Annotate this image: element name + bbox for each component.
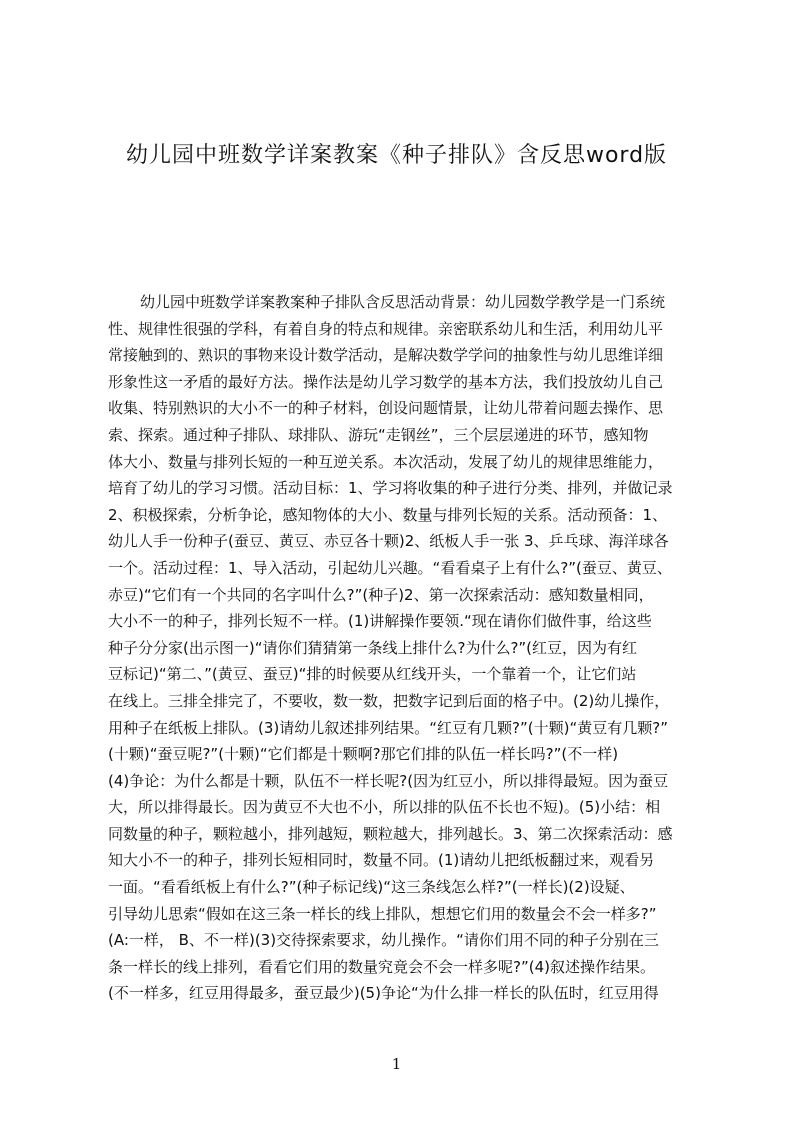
body-line: 同数量的种子，颗粒越小，排列越短，颗粒越大，排列越长。3、第二次探索活动：感 [108,824,673,843]
page-number: 1 [391,1055,402,1073]
body-line: 索、探索。通过种子排队、球排队、游玩“走钢丝”，三个层层递进的环节，感知物 [108,425,649,444]
body-line: 知大小不一的种子，排列长短相同时，数量不同。(1)请幼儿把纸板翻过来，观看另 [108,851,655,870]
body-line: 常接触到的、熟识的事物来设计数学活动，是解决数学学问的抽象性与幼儿思维详细 [108,346,664,365]
body-line: 幼儿人手一份种子(蚕豆、黄豆、赤豆各十颗)2、纸板人手一张 3、乒乓球、海洋球各 [108,532,669,551]
body-line: 用种子在纸板上排队。(3)请幼儿叙述排列结果。“红豆有几颗?”(十颗)“黄豆有几颗?” [108,718,668,737]
body-line: 种子分分家(出示图一)“请你们猜猜第一条线上排什么?为什么?”(红豆，因为有红 [108,638,638,657]
body-line: (十颗)“蚕豆呢?”(十颗)“它们都是十颗啊?那它们排的队伍一样长吗?”(不一样) [108,745,619,764]
body-line: 培育了幼儿的学习习惯。活动目标：1、学习将收集的种子进行分类、排列，并做记录 [108,479,673,498]
body-line: 引导幼儿思索“假如在这三条一样长的线上排队，想想它们用的数量会不会一样多?” [108,904,657,923]
body-line: 一面。“看看纸板上有什么?”(种子标记线)“这三条线怎么样?”(一样长)(2)设疑、 [108,878,635,897]
body-line: 收集、特别熟识的大小不一的种子材料，创设问题情景，让幼儿带着问题去操作、思 [108,399,664,418]
document-body [108,289,696,1044]
body-line: 条一样长的线上排列，看看它们用的数量究竟会不会一样多呢?”(4)叙述操作结果。 [108,957,655,976]
body-line: (A:一样， B、不一样)(3)交待探索要求，幼儿操作。“请你们用不同的种子分别在三 [108,931,659,950]
body-line: (4)争论：为什么都是十颗，队伍不一样长呢?(因为红豆小，所以排得最短。因为蚕豆 [108,771,669,790]
body-line: 一个。活动过程：1、导入活动，引起幼儿兴趣。“看看桌子上有什么?”(蚕豆、黄豆、 [108,558,672,577]
body-line: 幼儿园中班数学详案教案种子排队含反思活动背景：幼儿园数学教学是一门系统 [140,293,666,311]
body-line: 形象性这一矛盾的最好方法。操作法是幼儿学习数学的基本方法，我们投放幼儿自己 [108,372,664,391]
document-title: 幼儿园中班数学详案教案《种子排队》含反思word版 [125,143,668,168]
body-line: 在线上。三排全排完了，不要收，数一数，把数字记到后面的格子中。(2)幼儿操作， [108,691,670,710]
body-line: 大，所以排得最长。因为黄豆不大也不小，所以排的队伍不长也不短)。(5)小结：相 [108,798,661,817]
body-line: 体大小、数量与排列长短的一种互逆关系。本次活动，发展了幼儿的规律思维能力， [108,452,664,471]
body-line: 2、积极探索，分析争论，感知物体的大小、数量与排列长短的关系。活动预备：1、 [108,505,668,524]
body-line: (不一样多，红豆用得最多，蚕豆最少)(5)争论“为什么排一样长的队伍时，红豆用得 [108,984,659,1003]
body-line: 大小不一的种子，排列长短不一样。(1)讲解操作要领.“现在请你们做件事，给这些 [108,612,652,631]
body-line: 豆标记)“第二、”(黄豆、蚕豆)“排的时候要从红线开头，一个靠着一个，让它们站 [108,665,637,684]
body-line: 赤豆)“它们有一个共同的名字叫什么?”(种子)2、第一次探索活动：感知数量相同， [108,585,654,604]
body-line: 性、规律性很强的学科，有着自身的特点和规律。亲密联系幼儿和生活，利用幼儿平 [108,319,664,338]
